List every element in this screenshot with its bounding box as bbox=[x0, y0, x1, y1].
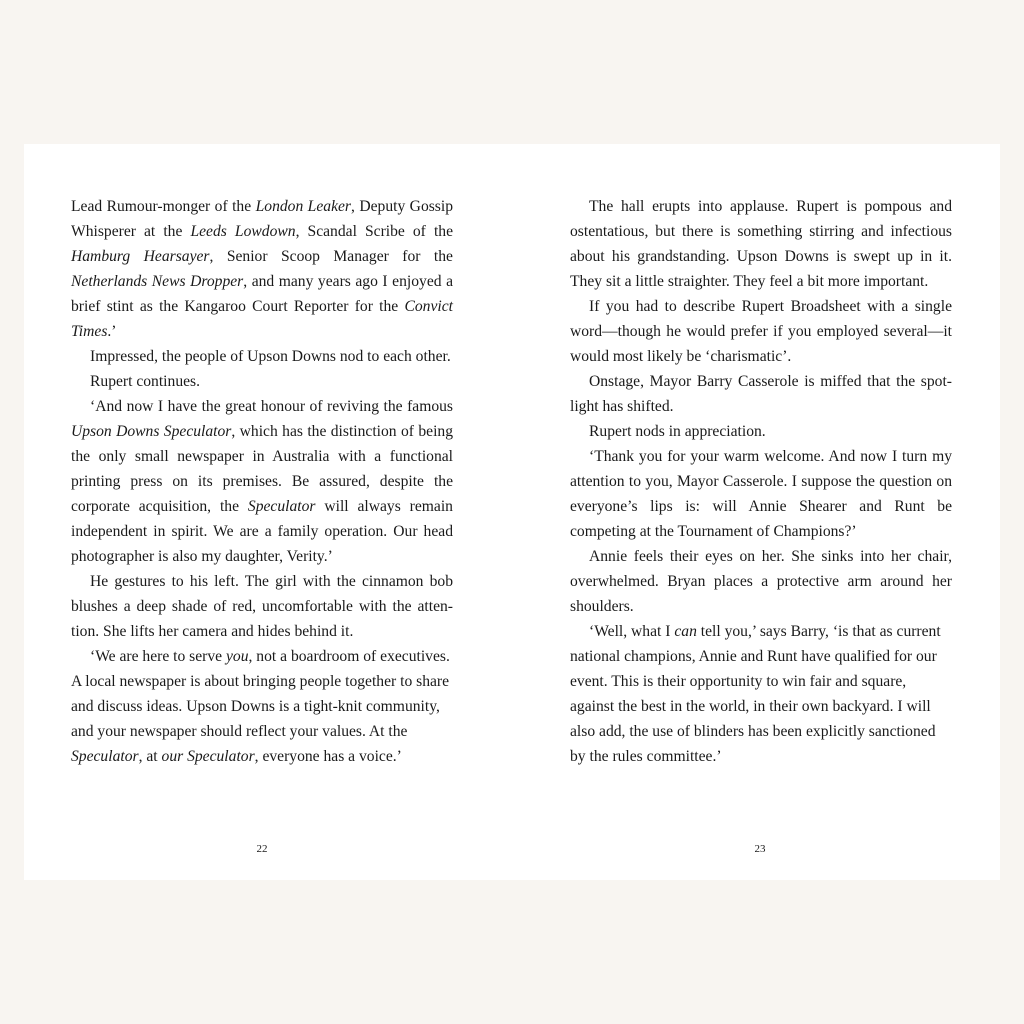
text-run: Onstage, Mayor Barry Casserole is miffed that the spotlight has shifted. bbox=[570, 373, 952, 415]
paragraph bbox=[570, 619, 952, 769]
left-page-text bbox=[71, 194, 453, 769]
text-run: ‘Thank you for your warm welcome. And now I turn my attention to you, Mayor Casserole. I suppose the question on everyone’s lips is: will Annie Shearer and Runt be competing at the Tournament of Champions?’ bbox=[570, 448, 952, 540]
italic-text: London Leaker bbox=[255, 198, 351, 215]
paragraph bbox=[570, 194, 952, 294]
paragraph bbox=[570, 444, 952, 544]
italic-text: Speculator bbox=[71, 748, 139, 765]
paragraph bbox=[71, 644, 453, 769]
paragraph bbox=[71, 369, 453, 394]
italic-text: you bbox=[225, 648, 249, 665]
paragraph bbox=[71, 344, 453, 369]
text-run: , Deputy Gossip Whisperer at the bbox=[71, 198, 454, 240]
text-run: ‘We are here to serve bbox=[90, 648, 226, 665]
text-run: He gestures to his left. The girl with the cinnamon bob blushes a deep shade of red, uncomfortable with the attention. She lifts her camera and hides behind it. bbox=[71, 573, 453, 640]
text-run: Annie feels their eyes on her. She sinks into her chair, overwhelmed. Bryan places a protective arm around her shoulders. bbox=[570, 548, 952, 615]
text-run: , everyone has a voice.’ bbox=[254, 748, 402, 765]
text-run: , Senior Scoop Manager for the bbox=[209, 248, 453, 265]
text-run: .’ bbox=[107, 323, 117, 340]
text-run: , Scandal Scribe of the bbox=[295, 223, 453, 240]
text-run: The hall erupts into applause. Rupert is pompous and ostentatious, but there is something stirring and infectious about his grandstanding. Upson Downs is swept up in it. They sit a little straighter. They feel a bit more important. bbox=[570, 198, 952, 290]
italic-text: can bbox=[674, 623, 697, 640]
paragraph bbox=[71, 394, 453, 569]
text-run: If you had to describe Rupert Broadsheet with a single word—though he would prefer if you employed several—it would most likely be ‘charismatic’. bbox=[570, 298, 952, 365]
page-number-left: 22 bbox=[256, 843, 268, 855]
paragraph bbox=[570, 544, 952, 619]
text-run: , which has the distinction of being the only small newspaper in Australia with a functional printing press on its premises. Be assured, despite the corporate acquisition, the bbox=[71, 423, 453, 515]
paragraph bbox=[71, 194, 453, 344]
text-run: ‘Well, what I bbox=[589, 623, 675, 640]
right-page-text bbox=[570, 194, 952, 769]
paragraph bbox=[570, 294, 952, 369]
page-number-right: 23 bbox=[754, 843, 766, 855]
text-run: tell you,’ says Barry, ‘is that as current national champions, Annie and Runt have qualified for our event. This is their opportunity to win fair and square, against the best in the world, in their own backyard. I will also add, the use of blinders has been explicitly sanctioned by the rules committee.’ bbox=[570, 623, 941, 765]
italic-text: Convict Times bbox=[71, 298, 453, 340]
text-run: Impressed, the people of Upson Downs nod to each other. bbox=[90, 348, 451, 365]
italic-text: Hamburg Hearsayer bbox=[71, 248, 210, 265]
italic-text: Leeds Lowdown bbox=[190, 223, 296, 240]
paragraph bbox=[71, 569, 453, 644]
text-run: Rupert nods in appreciation. bbox=[589, 423, 766, 440]
text-run: ‘And now I have the great honour of reviving the famous bbox=[90, 398, 453, 415]
italic-text: Upson Downs Speculator bbox=[71, 423, 232, 440]
italic-text: our Speculator bbox=[161, 748, 255, 765]
text-run: Rupert continues. bbox=[90, 373, 201, 390]
text-run: Lead Rumour-monger of the bbox=[71, 198, 256, 215]
italic-text: Speculator bbox=[247, 498, 316, 515]
text-run: will always remain independent in spirit. We are a family operation. Our head photographer is also my daughter, Verity.’ bbox=[71, 498, 453, 565]
book-spread bbox=[24, 144, 1000, 880]
text-run: , not a boardroom of executives. A local newspaper is about bringing people together to share and discuss ideas. Upson Downs is a tight-knit community, and your newspaper should reflect your values. At the bbox=[71, 648, 450, 740]
paragraph bbox=[570, 419, 952, 444]
paragraph bbox=[570, 369, 952, 419]
text-run: , at bbox=[138, 748, 162, 765]
italic-text: Netherlands News Dropper bbox=[71, 273, 244, 290]
text-run: , and many years ago I enjoyed a brief stint as the Kangaroo Court Reporter for the bbox=[71, 273, 453, 315]
